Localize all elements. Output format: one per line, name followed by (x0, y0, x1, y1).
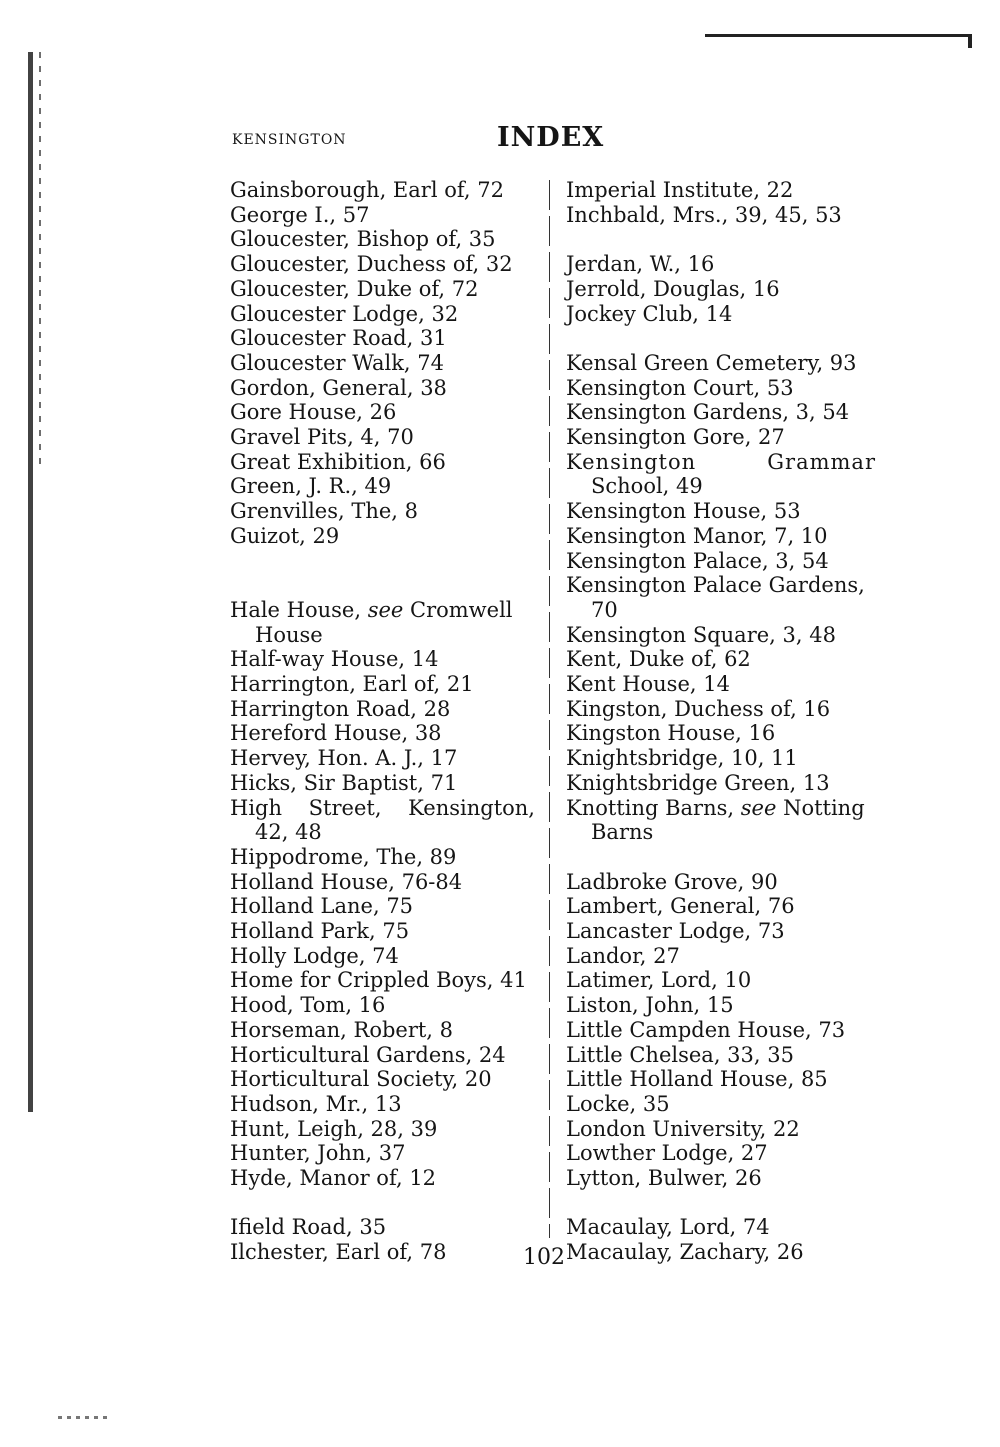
see-reference: see (367, 597, 404, 622)
index-entry: Inchbald, Mrs., 39, 45, 53 (566, 202, 842, 227)
section-gap (566, 845, 876, 870)
index-entry: Kensington Court, 53 (566, 375, 794, 400)
section-gap (566, 326, 876, 351)
page-title: INDEX (497, 122, 605, 153)
section-gap (230, 573, 535, 598)
index-entry-continuation: School, 49 (591, 474, 703, 499)
index-entry: London University, 22 (566, 1116, 800, 1141)
index-entry (230, 598, 535, 623)
index-entry: Jockey Club, 14 (566, 301, 733, 326)
index-entry: Lowther Lodge, 27 (566, 1141, 768, 1166)
index-entry: Knightsbridge, 10, 11 (566, 746, 798, 771)
index-entry: Lytton, Bulwer, 26 (566, 1166, 762, 1191)
index-entry: Kingston, Duchess of, 16 (566, 696, 831, 721)
index-entry: Little Chelsea, 33, 35 (566, 1042, 794, 1067)
index-entry: Gloucester, Bishop of, 35 (230, 227, 496, 252)
index-entry: Knightsbridge Green, 13 (566, 770, 830, 795)
index-entry: Ilchester, Earl of, 78 (230, 1240, 447, 1265)
index-entry: Kensington Palace, 3, 54 (566, 548, 829, 573)
index-entry: Gloucester, Duchess of, 32 (230, 252, 513, 277)
index-entry: Harrington, Earl of, 21 (230, 672, 474, 697)
index-entry: Gloucester Road, 31 (230, 326, 447, 351)
index-entry: Ladbroke Grove, 90 (566, 869, 778, 894)
index-entry: Kensal Green Cemetery, 93 (566, 350, 857, 375)
index-entry (566, 796, 876, 821)
index-entry: Hervey, Hon. A. J., 17 (230, 746, 458, 771)
index-entry: Horseman, Robert, 8 (230, 1017, 454, 1042)
index-entry: Lambert, General, 76 (566, 894, 795, 919)
index-entry: Locke, 35 (566, 1091, 670, 1116)
entry-text: Cromwell (403, 597, 513, 622)
index-entry: Kingston House, 16 (566, 721, 776, 746)
index-entry: Gore House, 26 (230, 400, 397, 425)
index-entry: George I., 57 (230, 202, 370, 227)
index-entry: Green, J. R., 49 (230, 474, 392, 499)
page-number: 102 (523, 1245, 565, 1270)
binding-edge (28, 52, 47, 1112)
index-entry: Latimer, Lord, 10 (566, 968, 752, 993)
index-entry: Home for Crippled Boys, 41 (230, 968, 527, 993)
index-entry: Jerrold, Douglas, 16 (566, 276, 780, 301)
index-entry: Imperial Institute, 22 (566, 178, 794, 202)
index-entry: Kensington Manor, 7, 10 (566, 523, 828, 548)
section-gap (230, 1191, 535, 1216)
section-gap (566, 227, 876, 252)
entry-text: Knotting Barns, (566, 795, 741, 820)
scan-smudge (58, 1416, 110, 1419)
top-rule (705, 34, 970, 37)
index-entry: Harrington Road, 28 (230, 696, 451, 721)
index-entry: Kent, Duke of, 62 (566, 647, 751, 672)
index-entry: Macaulay, Lord, 74 (566, 1215, 770, 1240)
index-entry: Half-way House, 14 (230, 647, 439, 672)
index-entry: Macaulay, Zachary, 26 (566, 1240, 804, 1265)
index-entry: Horticultural Society, 20 (230, 1067, 492, 1092)
index-entry: Hicks, Sir Baptist, 71 (230, 770, 458, 795)
entry-text: Hale House, (230, 597, 368, 622)
index-entry: Lancaster Lodge, 73 (566, 919, 785, 944)
index-entry: Gravel Pits, 4, 70 (230, 425, 414, 450)
index-entry: Horticultural Gardens, 24 (230, 1042, 506, 1067)
index-entry: Guizot, 29 (230, 523, 340, 548)
index-entry: Ifield Road, 35 (230, 1215, 387, 1240)
index-entry: Little Holland House, 85 (566, 1067, 828, 1092)
index-entry: Kensington Grammar (566, 449, 876, 474)
index-entry-continuation: 70 (591, 597, 618, 622)
index-entry: Kensington House, 53 (566, 499, 801, 524)
index-entry: Kensington Gore, 27 (566, 425, 785, 449)
index-entry: Grenvilles, The, 8 (230, 499, 419, 524)
index-entry: Jerdan, W., 16 (566, 252, 715, 277)
index-entry: Little Campden House, 73 (566, 1017, 846, 1042)
index-column-left (230, 178, 535, 1265)
entry-text: Notting (776, 795, 865, 820)
index-entry: Holland House, 76-84 (230, 869, 463, 894)
section-gap (230, 549, 535, 574)
column-divider (549, 180, 550, 1238)
index-entry: Holly Lodge, 74 (230, 943, 399, 968)
index-entry: Hood, Tom, 16 (230, 993, 386, 1018)
index-entry: Hudson, Mr., 13 (230, 1091, 402, 1116)
index-entry-continuation: House (255, 622, 323, 647)
index-entry: Kensington Gardens, 3, 54 (566, 400, 850, 425)
index-entry: Hereford House, 38 (230, 721, 442, 746)
index-entry: Gloucester Walk, 74 (230, 350, 444, 375)
index-entry: Holland Lane, 75 (230, 894, 414, 919)
index-entry: Gloucester, Duke of, 72 (230, 276, 479, 301)
index-entry: Gainsborough, Earl of, 72 (230, 178, 504, 202)
index-entry: Kensington Square, 3, 48 (566, 622, 836, 647)
index-entry: Hyde, Manor of, 12 (230, 1166, 437, 1191)
index-entry: Kensington Palace Gardens, (566, 573, 865, 598)
see-reference: see (740, 795, 777, 820)
index-entry-continuation: Barns (591, 820, 654, 845)
index-entry: High Street, Kensington, (230, 795, 535, 820)
running-head: KENSINGTON (232, 132, 347, 148)
index-entry: Gordon, General, 38 (230, 375, 447, 400)
index-entry: Liston, John, 15 (566, 993, 734, 1018)
index-entry: Hippodrome, The, 89 (230, 844, 457, 869)
index-entry: Holland Park, 75 (230, 919, 410, 944)
index-entry-continuation: 42, 48 (255, 820, 322, 845)
index-entry: Hunter, John, 37 (230, 1141, 406, 1166)
index-entry: Great Exhibition, 66 (230, 449, 446, 474)
index-column-right (566, 178, 876, 1265)
index-entry: Hunt, Leigh, 28, 39 (230, 1116, 438, 1141)
index-entry: Gloucester Lodge, 32 (230, 301, 459, 326)
index-entry: Kent House, 14 (566, 672, 730, 697)
index-entry: Landor, 27 (566, 943, 680, 968)
section-gap (566, 1191, 876, 1216)
